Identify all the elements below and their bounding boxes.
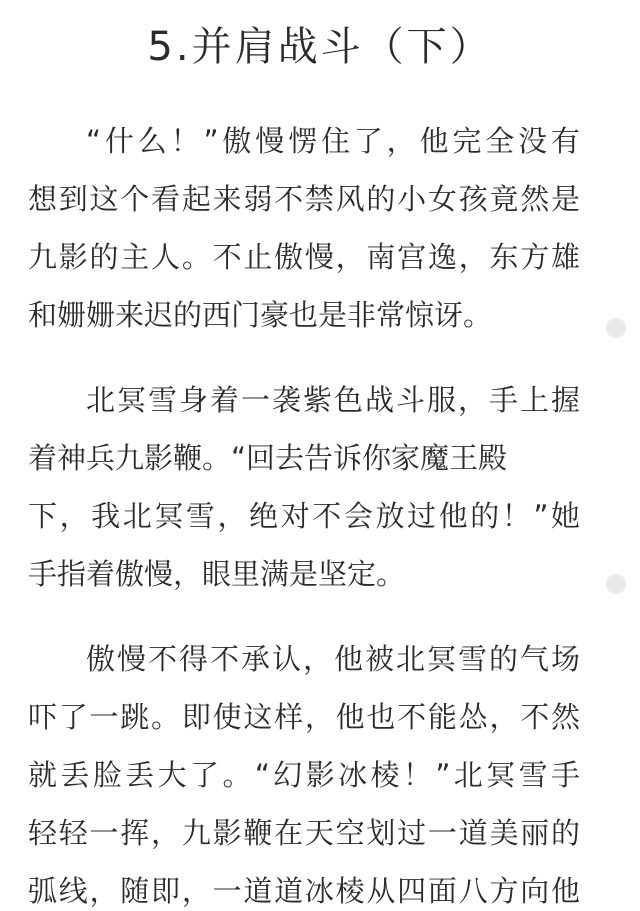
paragraph-2-line-4: 手指着傲慢，眼里满是坚定。	[28, 557, 406, 591]
paragraph-1-line-2: 想到这个看起来弱不禁风的小女孩竟然是	[28, 182, 580, 216]
paragraph-3-line-2: 吓了一跳。即使这样，他也不能怂，不然	[28, 700, 580, 734]
scroll-dot-indicator	[606, 318, 626, 338]
page-title: 5.并肩战斗（下）	[147, 24, 493, 70]
paragraph-2-line-1: 北冥雪身着一袭紫色战斗服，手上握	[86, 383, 580, 417]
paragraph-2-line-3: 下，我北冥雪，绝对不会放过他的！”她	[28, 499, 580, 533]
paragraph-3-line-4: 轻轻一挥，九影鞭在天空划过一道美丽的	[28, 816, 580, 850]
paragraph-1-line-1: “什么！”傲慢愣住了，他完全没有	[86, 124, 580, 158]
scroll-dot-indicator	[606, 574, 626, 594]
paragraph-3-line-1: 傲慢不得不承认，他被北冥雪的气场	[86, 642, 580, 676]
paragraph-2-line-2: 着神兵九影鞭。“回去告诉你家魔王殿	[28, 441, 508, 475]
paragraph-3-line-3: 就丢脸丢大了。“幻影冰棱！”北冥雪手	[28, 758, 580, 792]
paragraph-1-line-4: 和姗姗来迟的西门豪也是非常惊讶。	[28, 298, 493, 332]
paragraph-1-line-3: 九影的主人。不止傲慢，南宫逸，东方雄	[28, 240, 580, 274]
paragraph-3-line-5: 弧线，随即，一道道冰棱从四面八方向他	[28, 874, 580, 908]
